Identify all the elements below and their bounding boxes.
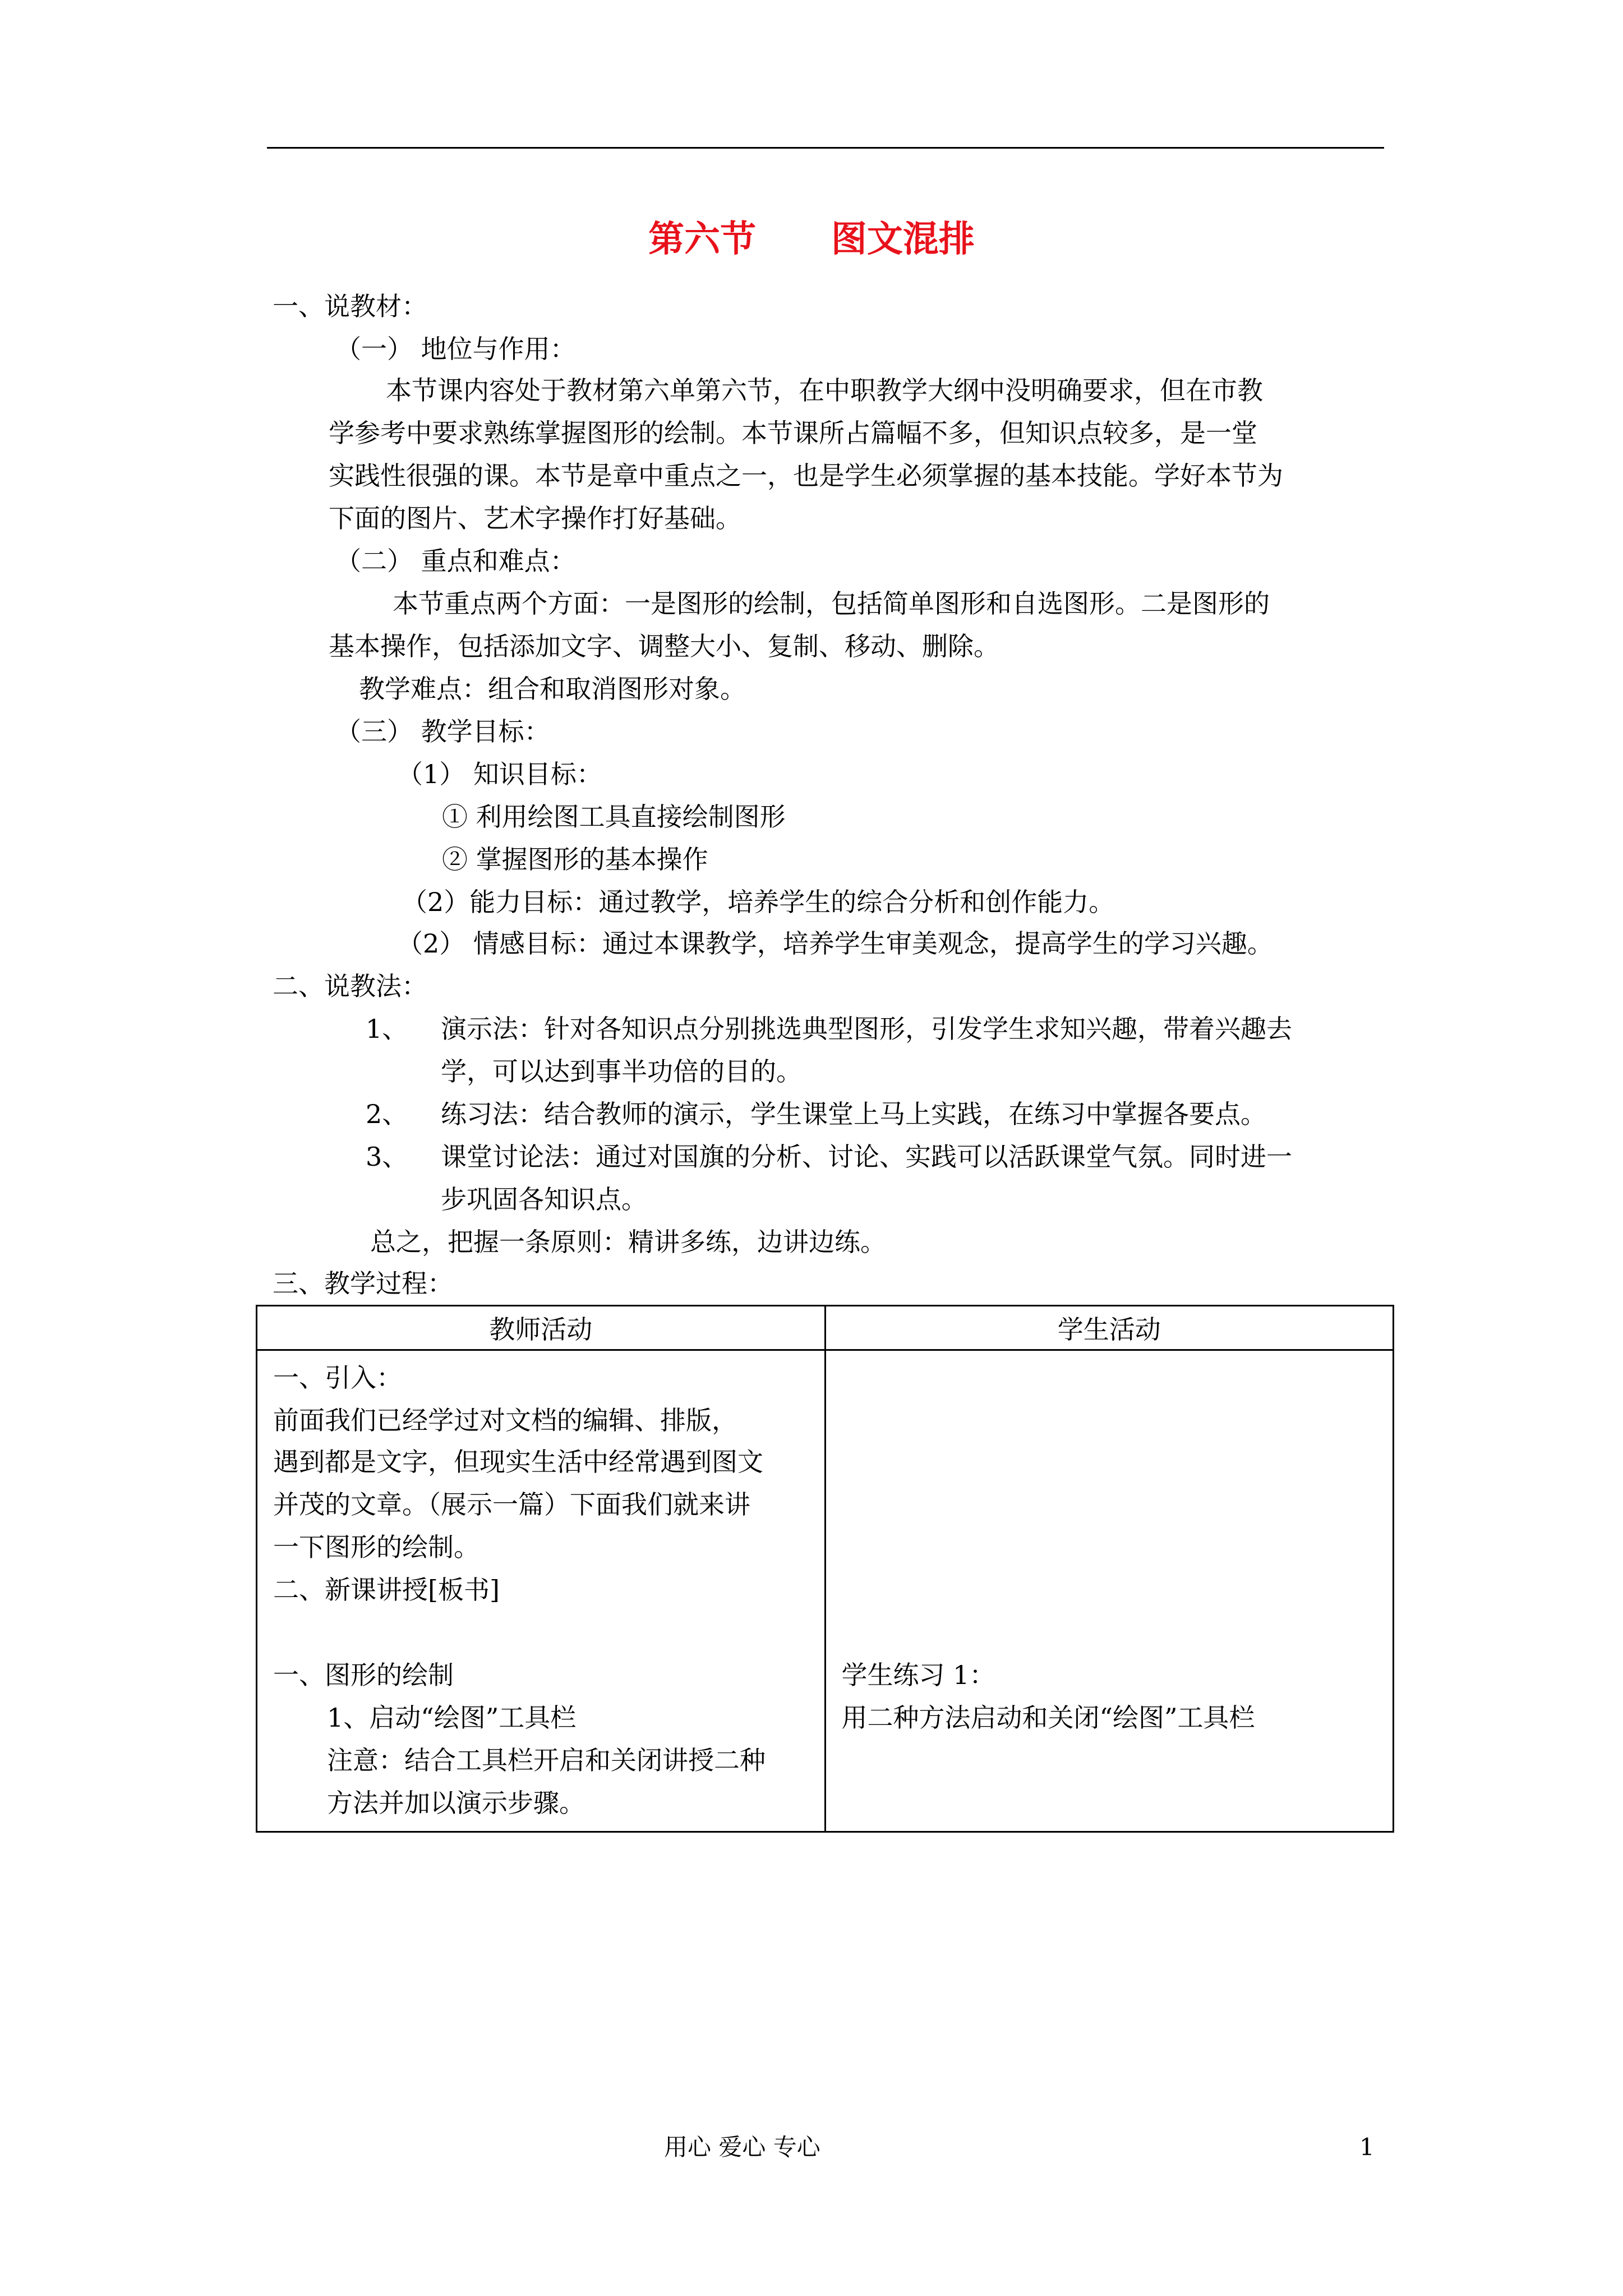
- goal-emotion: （2） 情感目标：通过本课教学，培养学生审美观念，提高学生的学习兴趣。: [397, 928, 1273, 959]
- table-row: [257, 1350, 1394, 1832]
- method-number: 3、: [366, 1142, 408, 1172]
- header-teacher: 教师活动: [257, 1306, 826, 1350]
- table-header-row: [257, 1306, 1394, 1350]
- goal-knowledge-item: ① 利用绘图工具直接绘制图形: [442, 802, 786, 832]
- header-rule: [267, 147, 1384, 149]
- teacher-line: 并茂的文章。（展示一篇）下面我们就来讲: [273, 1489, 750, 1520]
- paragraph-line: 下面的图片、艺术字操作打好基础。: [329, 503, 741, 533]
- difficulty-line: 教学难点：组合和取消图形对象。: [359, 674, 746, 704]
- method-text: 练习法：结合教师的演示，学生课堂上马上实践，在练习中掌握各要点。: [441, 1099, 1266, 1129]
- teacher-line: 一、引入：: [273, 1363, 402, 1393]
- goal-knowledge-item: ② 掌握图形的基本操作: [442, 844, 708, 875]
- subsection-heading-3: （三） 教学目标：: [335, 716, 550, 747]
- method-text: 课堂讨论法：通过对国旗的分析、讨论、实践可以活跃课堂气氛。同时进一: [441, 1142, 1292, 1172]
- student-line: 用二种方法启动和关闭“绘图”工具栏: [841, 1703, 1255, 1733]
- section-heading-2: 二、说教法：: [273, 971, 427, 1001]
- paragraph-line: 学参考中要求熟练掌握图形的绘制。本节课所占篇幅不多，但知识点较多，是一堂: [329, 418, 1257, 448]
- teacher-line: 二、新课讲授[板书]: [273, 1575, 500, 1605]
- teacher-line: 注意：结合工具栏开启和关闭讲授二种: [327, 1745, 766, 1775]
- section-heading-3: 三、教学过程：: [273, 1268, 453, 1299]
- paragraph-line: 基本操作，包括添加文字、调整大小、复制、移动、删除。: [329, 631, 999, 661]
- goal-ability: （2）能力目标：通过教学，培养学生的综合分析和创作能力。: [402, 887, 1115, 917]
- subsection-heading-1: （一） 地位与作用：: [335, 334, 576, 364]
- teacher-line: 一下图形的绘制。: [273, 1532, 479, 1562]
- teacher-activity-cell: [257, 1350, 826, 1832]
- teacher-line: 前面我们已经学过对文档的编辑、排版，: [273, 1405, 737, 1435]
- section-heading-1: 一、说教材：: [273, 291, 427, 321]
- subsection-heading-2: （二） 重点和难点：: [335, 546, 576, 576]
- footer-motto: 用心 爱心 专心: [664, 2133, 820, 2161]
- teacher-line: 1、启动“绘图”工具栏: [327, 1703, 577, 1733]
- method-number: 2、: [366, 1099, 408, 1129]
- teacher-line: 遇到都是文字，但现实生活中经常遇到图文: [273, 1447, 763, 1477]
- student-line: 学生练习 1：: [841, 1660, 995, 1690]
- page-number: 1: [1359, 2133, 1375, 2161]
- goal-knowledge: （1） 知识目标：: [397, 759, 602, 789]
- summary-line: 总之，把握一条原则：精讲多练，边讲边练。: [370, 1227, 886, 1257]
- teacher-line: 方法并加以演示步骤。: [327, 1788, 585, 1818]
- teacher-line: 一、图形的绘制: [273, 1660, 454, 1690]
- student-activity-cell: [825, 1350, 1394, 1832]
- paragraph-line: 实践性很强的课。本节是章中重点之一，也是学生必须掌握的基本技能。学好本节为: [329, 461, 1283, 491]
- method-text: 步巩固各知识点。: [441, 1184, 647, 1214]
- process-table: [256, 1305, 1394, 1833]
- page-title: 第六节 图文混排: [648, 218, 975, 260]
- method-number: 1、: [366, 1014, 408, 1044]
- paragraph-line: 本节重点两个方面：一是图形的绘制，包括简单图形和自选图形。二是图形的: [393, 588, 1270, 619]
- header-student: 学生活动: [825, 1306, 1394, 1350]
- method-text: 演示法：针对各知识点分别挑选典型图形，引发学生求知兴趣，带着兴趣去: [441, 1014, 1292, 1044]
- method-text: 学，可以达到事半功倍的目的。: [441, 1056, 802, 1087]
- paragraph-line: 本节课内容处于教材第六单第六节，在中职教学大纲中没明确要求，但在市教: [386, 375, 1263, 406]
